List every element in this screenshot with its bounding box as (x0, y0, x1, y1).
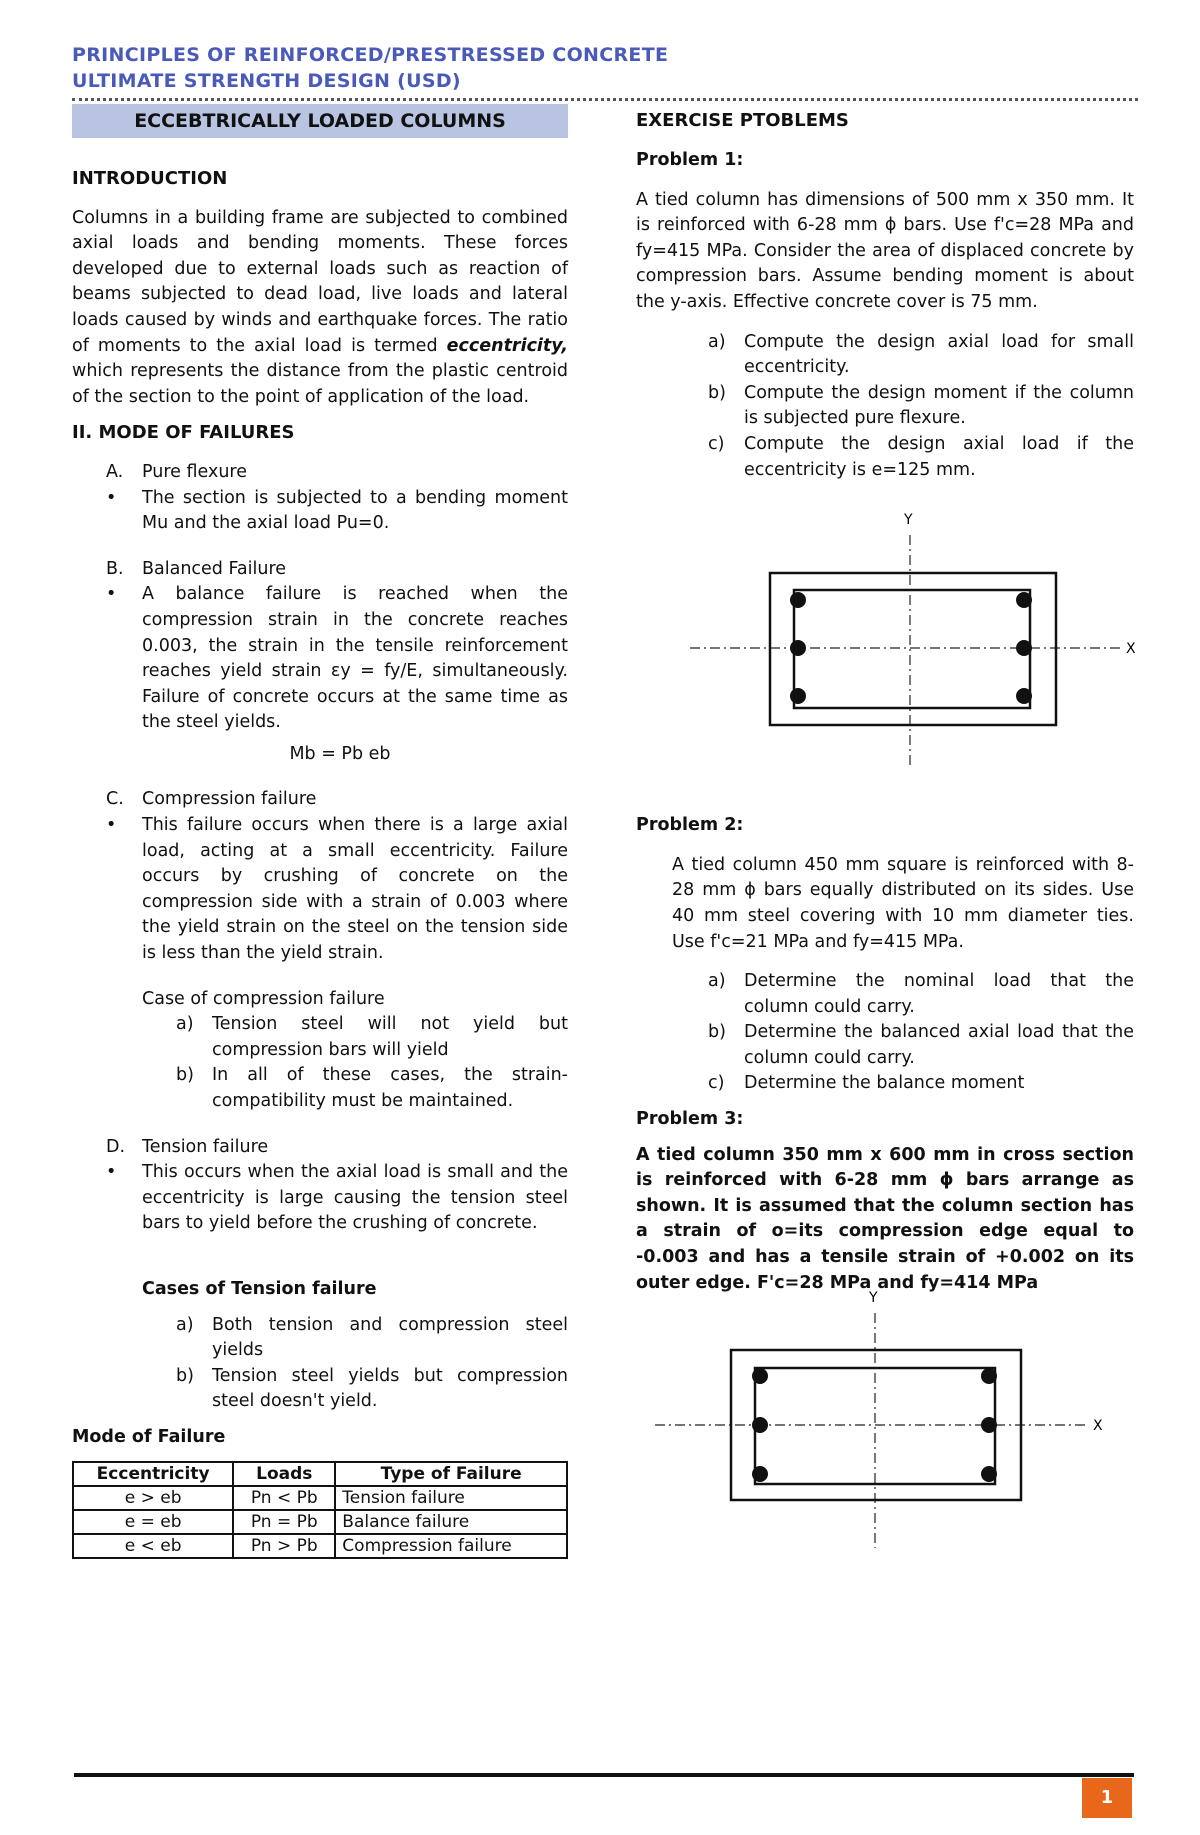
item-c-bullet: • This failure occurs when there is a large axial load, acting at a small eccentricity. Failure occurs by crushing of concrete on the compression side with a strain of 0.003 where the yield strain on the steel on the tension side is less than the yield strain. (72, 813, 568, 967)
tension-case-b: b) Tension steel yields but compression steel doesn't yield. (176, 1365, 568, 1412)
problem-1-b: b) Compute the design moment if the column is subjected pure flexure. (708, 382, 1134, 429)
x-axis-label: X (1126, 641, 1136, 657)
section-banner: ECCEBTRICALLY LOADED COLUMNS (72, 104, 568, 138)
problem-1-a: a) Compute the design axial load for small eccentricity. (708, 331, 1134, 378)
mode-table-title: Mode of Failure (72, 1426, 226, 1447)
problem-1-text: A tied column has dimensions of 500 mm x 350 mm. It is reinforced with 6-28 mm ϕ bars. Use f'c=28 MPa and fy=415 MPa. Consider the area of displaced concrete by compression bars. Assume bending moment is about the y-axis. Effective concrete cover is 75 mm. (636, 189, 1134, 312)
problem-3-text: A tied column 350 mm x 600 mm in cross section is reinforced with 6-28 mm ϕ bars arrange as shown. It is assumed that the column section has a strain of o=its compression edge equal to -0.003 and has a tensile strain of +0.002 on its outer edge. F'c=28 MPa and fy=414 MPa (636, 1144, 1134, 1293)
problem-2-b: b) Determine the balanced axial load that the column could carry. (708, 1022, 1134, 1068)
table-header: Type of Failure (335, 1462, 567, 1486)
left-column (72, 104, 568, 1559)
y-axis-label: Y (904, 512, 913, 528)
bullet-icon: • (106, 1162, 117, 1183)
compression-case-title: Case of compression failure (142, 988, 385, 1009)
problem-2-c: c) Determine the balance moment (708, 1073, 1025, 1094)
mode-of-failure-table (72, 1461, 568, 1559)
tension-case-a: a) Both tension and compression steel yields (176, 1314, 568, 1361)
item-d-bullet: • This occurs when the axial load is small and the eccentricity is large causing the tension steel bars to yield before the crushing of concrete. (72, 1160, 568, 1237)
header-subtitle: ULTIMATE STRENGTH DESIGN (USD) (72, 70, 461, 92)
compression-case-b: b) In all of these cases, the strain-compatibility must be maintained. (176, 1065, 568, 1111)
problem-1-title: Problem 1: (636, 150, 744, 170)
item-c: C. Compression failure (106, 789, 317, 810)
item-d: D. Tension failure (106, 1136, 269, 1157)
problem-3-title: Problem 3: (636, 1109, 744, 1130)
item-a: A. Pure flexure (106, 461, 247, 482)
compression-case-a: a) Tension steel will not yield but compression bars will yield (176, 1014, 568, 1060)
table-row: e = eb Pn = Pb Balance failure (73, 1510, 567, 1534)
table-header: Loads (233, 1462, 335, 1486)
page-number: 1 (1082, 1778, 1132, 1818)
table-row: e < eb Pn > Pb Compression failure (73, 1534, 567, 1558)
problem-2-text: A tied column 450 mm square is reinforced with 8-28 mm ϕ bars equally distributed on its sides. Use 40 mm steel covering with 10 mm diameter ties. Use f'c=21 MPa and fy=415 MPa. (672, 854, 1134, 952)
problem-2-title: Problem 2: (636, 815, 744, 836)
table-row: e > eb Pn < Pb Tension failure (73, 1486, 567, 1510)
eccentricity-term: eccentricity, (446, 335, 568, 356)
header-title: PRINCIPLES OF REINFORCED/PRESTRESSED CONCRETE (72, 44, 669, 66)
bullet-icon: • (106, 815, 117, 836)
column-section-figure-1 (690, 510, 1140, 770)
item-b: B. Balanced Failure (106, 558, 287, 579)
problem-2-a: a) Determine the nominal load that the column could carry. (708, 971, 1134, 1017)
header-divider (72, 98, 1138, 101)
problem-1-c: c) Compute the design axial load if the eccentricity is e=125 mm. (708, 433, 1134, 480)
document-header (72, 42, 668, 94)
intro-paragraph: Columns in a building frame are subjected to combined axial loads and bending moments. These forces developed due to external loads such as reaction of beams subjected to dead load, live loads and lateral loads caused by winds and earthquake forces. The ratio of moments to the axial load is termed eccentricity, which represents the distance from the plastic centroid of the section to the point of application of the load. (72, 207, 568, 407)
table-header: Eccentricity (73, 1462, 233, 1486)
balanced-moment-eq: Mb = Pb eb (289, 743, 391, 764)
tension-cases-title: Cases of Tension failure (142, 1278, 377, 1299)
yield-strain-eq: εy = fy/E, (330, 661, 423, 682)
item-a-bullet: • The section is subjected to a bending moment Mu and the axial load Pu=0. (72, 486, 568, 537)
mode-heading: II. MODE OF FAILURES (72, 422, 295, 444)
footer-divider (74, 1773, 1134, 1777)
item-b-bullet: • A balance failure is reached when the compression strain in the concrete reaches 0.003, the strain in the tensile reinforcement reaches yield strain εy = fy/E, simultaneously. Failure of concrete occurs at the same time as the steel yields. (72, 582, 568, 736)
column-section-figure-2 (655, 1288, 1115, 1553)
intro-heading: INTRODUCTION (72, 168, 228, 189)
exercise-heading: EXERCISE PTOBLEMS (636, 110, 849, 131)
y-axis-label: Y (869, 1290, 878, 1306)
x-axis-label: X (1093, 1418, 1103, 1434)
bullet-icon: • (106, 487, 117, 508)
bullet-icon: • (106, 584, 117, 605)
